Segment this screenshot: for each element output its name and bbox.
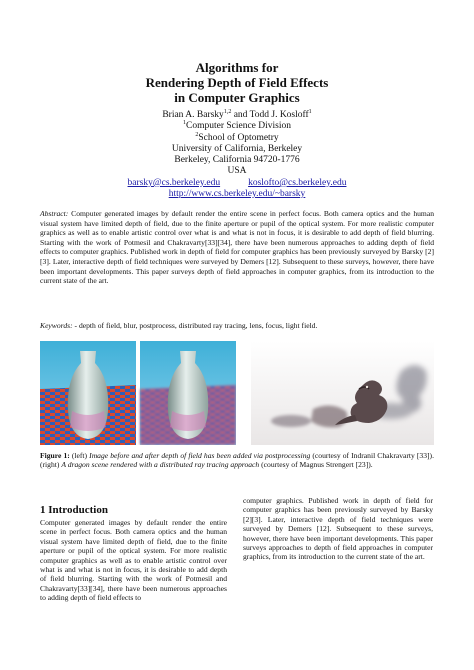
abstract-label: Abstract:: [40, 209, 69, 218]
figure-caption-part-1: (left): [69, 451, 90, 460]
title-line-3: in Computer Graphics: [174, 90, 300, 105]
author-block: [0, 110, 474, 200]
affiliation-2-text: School of Optometry: [198, 132, 279, 143]
author-kosloff-sup: 1: [308, 108, 312, 115]
vase-before-panel: [40, 341, 136, 445]
title-line-2: Rendering Depth of Field Effects: [145, 75, 329, 90]
homepage: [0, 189, 474, 200]
country: USA: [227, 166, 247, 177]
figure-caption: [40, 451, 434, 470]
intro-text-left: Computer generated images by default render the entire scene in perfect focus. Both camera optics and the human visual system have limited depth of field, due to the finite aperture or pupil of the optical system. For more realistic computer graphics as well as to enable artistic control over what is and what is not in focus, it is desirable to add depth of field blurring. Starting with the work of Potmesil and Chakravarty[33][34], there have been numerous approaches to adding depth of field effects to: [40, 518, 227, 603]
paper-title: [0, 60, 474, 105]
university: University of California, Berkeley: [171, 143, 303, 154]
figure-caption-italic-2: A dragon scene rendered with a distributed ray tracing approach: [61, 460, 260, 470]
email-link-barsky[interactable]: barsky@cs.berkeley.edu: [127, 177, 221, 188]
author-barsky-sup: 1,2: [223, 108, 232, 115]
figure-caption-part-3: (courtesy of Magnus Strengert [23]).: [259, 460, 373, 470]
intro-heading: 1 Introduction: [40, 504, 108, 516]
keywords: [40, 321, 434, 331]
city: Berkeley, California 94720-1776: [174, 155, 300, 166]
figure-label: Figure 1:: [40, 451, 70, 460]
email-link-kosloff[interactable]: koslofto@cs.berkeley.edu: [248, 177, 347, 188]
homepage-link[interactable]: http://www.cs.berkeley.edu/~barsky: [168, 189, 306, 200]
abstract: [40, 209, 434, 286]
affiliation-1-sup: 1: [182, 120, 186, 127]
dragon-scene-image: [251, 341, 434, 445]
figure-caption-italic-1: Image before and after depth of field has been added via postprocessing: [89, 451, 311, 460]
affiliation-2: [0, 133, 474, 144]
figure-1: [40, 341, 434, 445]
figure-caption-part-2: (courtesy of Indranil Chakravarty [33]). (right): [40, 451, 434, 470]
author-barsky: Brian A. Barsky: [162, 110, 224, 120]
intro-text-right: computer graphics. Published work in depth of field for computer graphics has been previously surveyed by Barsky [2][3]. Later, interactive depth of field techniques were surveyed by Demers [12]. Subsequent to these surveys, however, there have been important developments. This paper surveys approaches to depth of field approaches in computer graphics, from its introduction to the current state of the art.: [243, 496, 433, 562]
affiliation-1-text: Computer Science Division: [185, 121, 291, 132]
affiliation-1: [0, 121, 474, 132]
keywords-label: Keywords:: [40, 321, 73, 330]
vase-after-panel: [140, 341, 236, 445]
author-names: [0, 110, 474, 121]
keywords-text: - depth of field, blur, postprocess, distributed ray tracing, lens, focus, light field.: [72, 321, 318, 330]
affiliation-2-sup: 2: [195, 131, 199, 138]
intro-column-right: [243, 496, 433, 562]
author-kosloff: and Todd J. Kosloff: [231, 110, 309, 120]
title-line-1: Algorithms for: [195, 60, 279, 75]
emails: [0, 178, 474, 189]
abstract-text: Computer generated images by default render the entire scene in perfect focus. Both camera optics and the human visual system have limited depth of field, due to the finite aperture or pupil of the optical system. For more realistic computer graphics as well as to enable artistic control over what is and what is not in focus, it is desirable to add depth of field blurring. Starting with the work of Potmesil and Chakravarty[33][34], there have been numerous approaches to adding depth of field effects to computer graphics. Published work in depth of field for computer graphics has been previously surveyed by Barsky [2][3]. Later, interactive depth of field techniques were surveyed by Demers [12]. Subsequent to these surveys, however, there have been important developments. This paper surveys depth of field approaches in computer graphics, from its introduction to the current state of the art.: [40, 209, 434, 286]
intro-column-left: [40, 504, 227, 603]
vase-before-after-image: [40, 341, 236, 445]
